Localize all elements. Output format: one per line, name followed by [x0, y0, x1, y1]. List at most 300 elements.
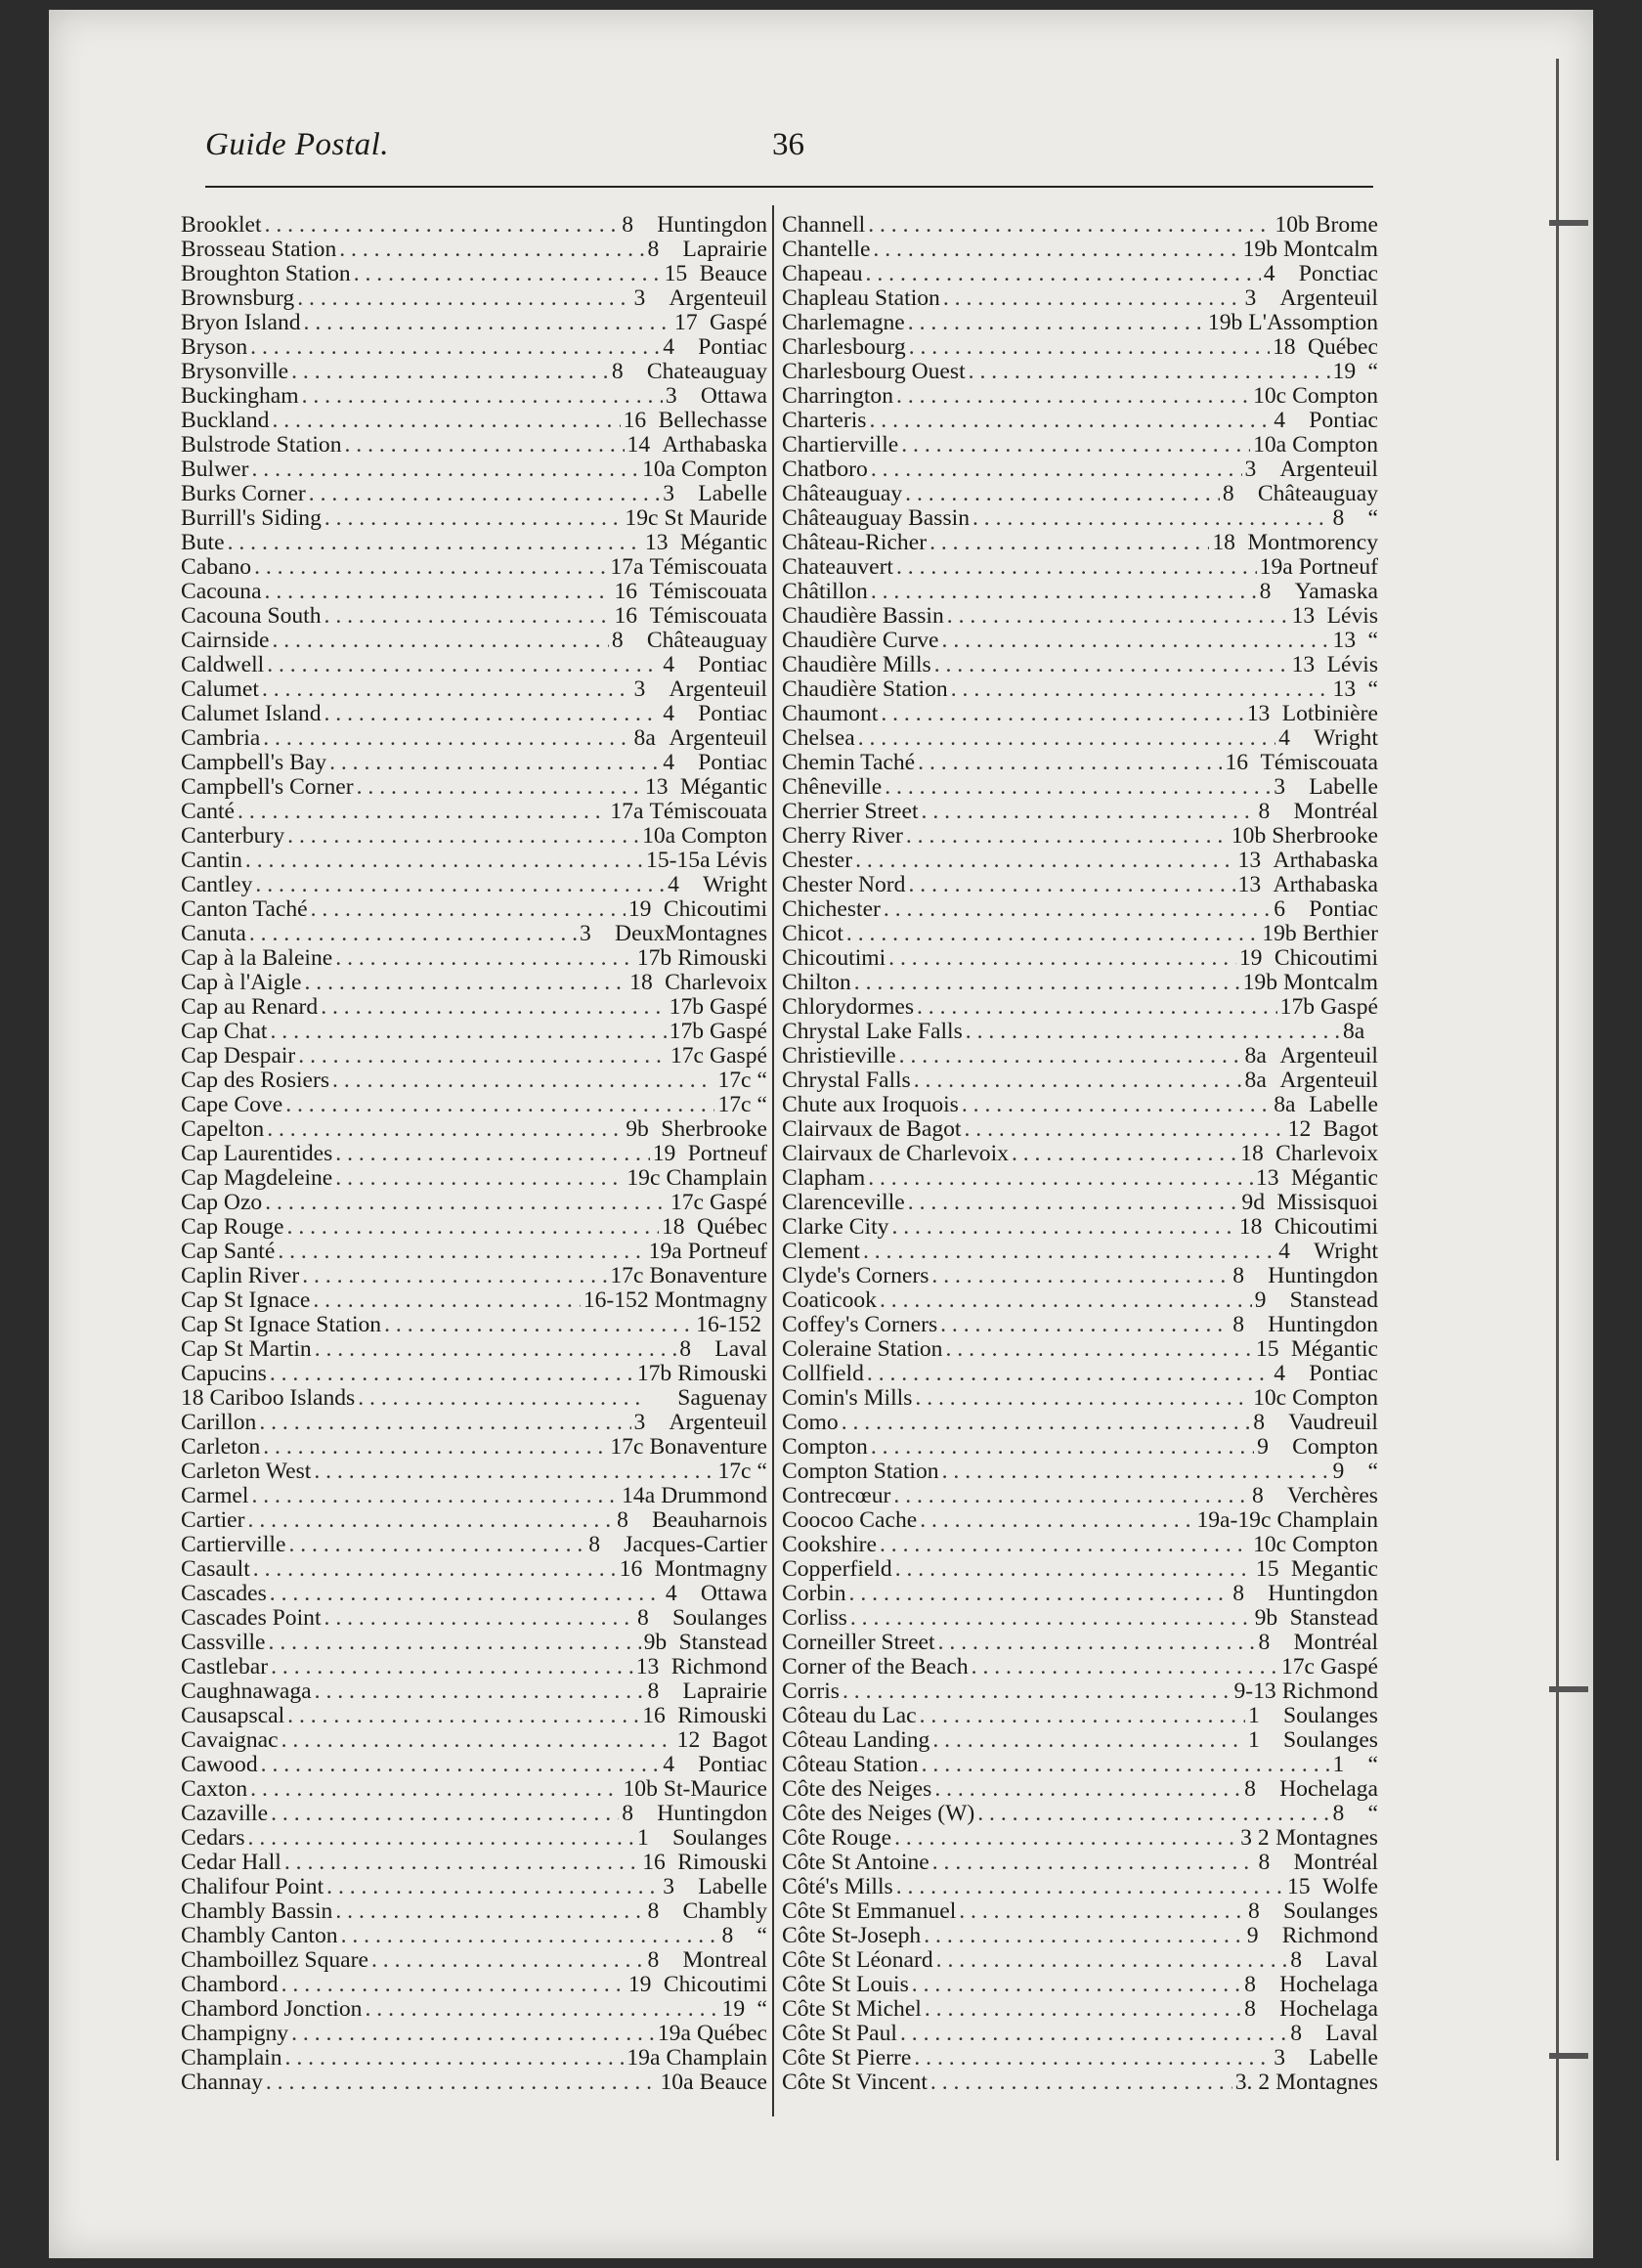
dot-leader	[938, 1631, 1256, 1655]
dot-leader	[896, 555, 1257, 580]
place-name: Canterbury	[181, 823, 285, 849]
place-name: Corliss	[782, 1605, 847, 1631]
district-code: 10c	[1253, 383, 1287, 409]
dot-leader	[269, 1631, 641, 1655]
place-name: Charlesbourg	[782, 334, 906, 360]
post-office-entry	[782, 1508, 1378, 1533]
county-name: Gaspé	[710, 994, 767, 1020]
county-name: Montmorency	[1247, 530, 1378, 555]
post-office-entry	[782, 1362, 1378, 1386]
county-name: Soulanges	[672, 1825, 767, 1851]
post-office-entry	[181, 1679, 767, 1704]
place-name: Château-Richer	[782, 530, 928, 555]
district-code: 13	[1255, 1165, 1279, 1191]
dot-leader	[315, 1679, 645, 1704]
place-name: Caplin River	[181, 1263, 300, 1288]
dot-leader	[287, 824, 639, 849]
place-name: Côte St Léonard	[782, 1947, 933, 1973]
place-name: Cap Despair	[181, 1043, 296, 1069]
post-office-entry	[782, 1044, 1378, 1069]
place-name: Cartier	[181, 1507, 245, 1533]
post-office-entry	[181, 1655, 767, 1679]
dot-leader	[962, 1093, 1271, 1117]
county-name: Chicoutimi	[663, 1972, 767, 1997]
dot-leader	[959, 1899, 1245, 1924]
post-office-entry	[181, 1411, 767, 1435]
post-office-entry	[782, 1484, 1378, 1508]
post-office-entry	[782, 1093, 1378, 1117]
district-code: 16	[614, 579, 638, 604]
place-name: Broughton Station	[181, 261, 351, 286]
place-name: Cacouna South	[181, 603, 322, 629]
post-office-entry	[181, 1557, 767, 1582]
county-name: Gaspé	[1320, 1654, 1378, 1679]
county-name: Ottawa	[700, 383, 767, 409]
place-name: Buckingham	[181, 383, 299, 409]
county-name: Pontiac	[698, 701, 767, 726]
binding-clip-bottom	[1549, 2053, 1588, 2059]
place-name: Cap St Martin	[181, 1336, 312, 1362]
district-code: 4	[1278, 725, 1290, 751]
district-code: 1	[637, 1825, 649, 1851]
county-name: Argenteuil	[1279, 1068, 1378, 1093]
post-office-entry	[181, 1288, 767, 1313]
post-office-entry	[782, 482, 1378, 506]
district-code: 4	[663, 334, 675, 360]
county-name: Compton	[1292, 432, 1378, 458]
district-code: 10a	[660, 2070, 694, 2095]
place-name: Corneiller Street	[782, 1630, 935, 1655]
place-name: Christieville	[782, 1043, 896, 1069]
county-name: Montreal	[682, 1947, 767, 1973]
post-office-entry	[181, 922, 767, 946]
district-code: 3	[633, 676, 646, 702]
county-name: Portneuf	[1298, 554, 1378, 580]
dot-leader	[329, 751, 660, 775]
county-name: Montmagny	[654, 1556, 767, 1582]
place-name: Bute	[181, 530, 225, 555]
dot-leader	[869, 409, 1271, 433]
post-office-entry	[782, 1753, 1378, 1777]
dot-leader	[324, 702, 661, 726]
county-name: Ottawa	[700, 1581, 767, 1606]
dot-leader	[943, 286, 1242, 311]
county-name: St Mauride	[664, 505, 767, 531]
county-name: Laprairie	[682, 237, 767, 262]
dot-leader	[871, 458, 1242, 482]
district-code: 8	[647, 1947, 660, 1973]
place-name: Calumet	[181, 676, 259, 702]
place-name: Chambly Bassin	[181, 1898, 333, 1924]
place-name: Chapeau	[782, 261, 863, 286]
county-name: “	[756, 1459, 767, 1484]
place-name: Côte St Louis	[782, 1972, 909, 1997]
dot-leader	[278, 1240, 645, 1264]
dot-leader	[287, 1215, 659, 1240]
district-code: 8a	[1244, 1068, 1267, 1093]
district-code: 3	[1274, 774, 1286, 800]
place-name: Burks Corner	[181, 481, 306, 506]
post-office-entry	[782, 1288, 1378, 1313]
district-code: 19b	[1207, 310, 1243, 335]
place-name: Cawood	[181, 1752, 258, 1777]
district-code: 12	[676, 1727, 701, 1753]
post-office-entry	[181, 1777, 767, 1802]
post-office-entry	[181, 311, 767, 335]
district-code: 3. 2	[1234, 2070, 1271, 2095]
county-name: Chambly	[682, 1898, 767, 1924]
post-office-entry	[181, 2071, 767, 2095]
place-name: Chaudière Station	[782, 676, 948, 702]
post-office-entry	[782, 1802, 1378, 1826]
county-name: Huntingdon	[657, 1801, 767, 1826]
district-code: 8	[1244, 1996, 1256, 2022]
place-name: Chalifour Point	[181, 1874, 324, 1899]
dot-leader	[895, 1557, 1253, 1582]
place-name: Brosseau Station	[181, 237, 337, 262]
place-name: Chilton	[782, 970, 851, 995]
post-office-entry	[181, 1313, 767, 1337]
dot-leader	[900, 2022, 1287, 2046]
county-name: Richmond	[1281, 1679, 1378, 1704]
district-code: 18	[1272, 334, 1296, 360]
post-office-entry	[181, 458, 767, 482]
place-name: Causapscal	[181, 1703, 285, 1728]
dot-leader	[228, 531, 642, 555]
county-name: Témiscouata	[1260, 750, 1378, 775]
place-name: 18 Cariboo Islands	[181, 1385, 356, 1411]
district-code: 13	[635, 1654, 660, 1679]
county-name: Gaspé	[710, 1190, 767, 1215]
place-name: Cascades	[181, 1581, 267, 1606]
county-name: Compton	[681, 823, 767, 849]
dot-leader	[920, 1508, 1193, 1533]
dot-leader	[934, 653, 1289, 677]
place-name: Collfield	[782, 1361, 864, 1386]
post-office-entry	[782, 824, 1378, 849]
header-rule	[205, 186, 1373, 188]
place-name: Cabano	[181, 554, 252, 580]
dot-leader	[868, 1166, 1253, 1191]
dot-leader	[272, 629, 608, 653]
dot-leader	[371, 1948, 645, 1973]
district-code: 19a	[648, 1239, 682, 1264]
post-office-entry	[181, 702, 767, 726]
post-office-entry	[782, 311, 1378, 335]
column-divider	[772, 205, 774, 2116]
post-office-entry	[782, 1557, 1378, 1582]
dot-leader	[867, 1362, 1271, 1386]
post-office-entry	[782, 702, 1378, 726]
dot-leader	[281, 1973, 626, 1997]
dot-leader	[936, 1948, 1288, 1973]
district-code: 17c	[717, 1092, 752, 1117]
post-office-entry	[181, 726, 767, 751]
district-code: 6	[1274, 896, 1286, 922]
post-office-entry	[782, 1631, 1378, 1655]
county-name: Portneuf	[687, 1239, 767, 1264]
county-name: Soulanges	[1283, 1727, 1378, 1753]
county-name: “	[1367, 1752, 1378, 1777]
dot-leader	[884, 897, 1271, 922]
place-name: Charteris	[782, 408, 867, 433]
district-code: 9b	[626, 1116, 649, 1142]
county-name: Sherbrooke	[661, 1116, 767, 1142]
dot-leader	[863, 1240, 1275, 1264]
post-office-entry	[181, 1704, 767, 1728]
district-code: 4	[663, 750, 675, 775]
dot-leader	[297, 286, 630, 311]
place-name: Chêneville	[782, 774, 883, 800]
post-office-entry	[782, 1411, 1378, 1435]
county-name: Québec	[1307, 334, 1378, 360]
district-code: 18	[1212, 530, 1235, 555]
county-name: Labelle	[1309, 1092, 1378, 1117]
place-name: Carleton West	[181, 1459, 312, 1484]
post-office-entry	[181, 1240, 767, 1264]
county-name: Champlain	[1276, 1507, 1378, 1533]
post-office-entry	[181, 1508, 767, 1533]
post-office-entry	[782, 1460, 1378, 1484]
dot-leader	[298, 1044, 668, 1069]
place-name: Côteau Station	[782, 1752, 919, 1777]
district-code: 10a	[642, 457, 676, 482]
dot-leader	[384, 1313, 693, 1337]
county-name: Soulanges	[672, 1605, 767, 1631]
county-name: Pontiac	[698, 750, 767, 775]
place-name: Cap des Rosiers	[181, 1068, 330, 1093]
district-code: 17b	[636, 945, 672, 971]
county-name: Mégantic	[1290, 1336, 1378, 1362]
post-office-entry	[181, 1362, 767, 1386]
county-name: Québec	[696, 1214, 767, 1240]
county-name: Beauce	[699, 261, 767, 286]
county-name: Labelle	[698, 1874, 767, 1899]
place-name: Compton Station	[782, 1459, 939, 1484]
dot-leader	[287, 1704, 639, 1728]
county-name: Arthabaska	[1273, 848, 1378, 873]
dot-leader	[909, 335, 1270, 360]
dot-leader	[339, 238, 644, 262]
post-office-entry	[782, 800, 1378, 824]
county-name: Compton	[1292, 383, 1378, 409]
district-code: 8a	[1244, 1043, 1267, 1069]
post-office-entry	[782, 1899, 1378, 1924]
post-office-entry	[181, 1533, 767, 1557]
district-code: 8	[1232, 1263, 1245, 1288]
dot-leader	[930, 2071, 1232, 2095]
district-code: 10a	[642, 823, 676, 849]
dot-leader	[922, 1753, 1330, 1777]
county-name: Ponctiac	[1298, 261, 1378, 286]
post-office-entry	[181, 409, 767, 433]
place-name: Côte St Emmanuel	[782, 1898, 957, 1924]
dot-leader	[250, 1777, 620, 1802]
district-code: 17c	[1280, 1654, 1316, 1679]
county-name: Argenteuil	[669, 676, 767, 702]
county-name: Soulanges	[1283, 1898, 1378, 1924]
dot-leader	[871, 580, 1257, 604]
district-code: 19c	[627, 1165, 661, 1191]
district-code: 16	[619, 1556, 643, 1582]
post-office-entry	[782, 1655, 1378, 1679]
county-name: Stanstead	[1289, 1605, 1378, 1631]
post-office-entry	[181, 580, 767, 604]
post-office-entry	[181, 677, 767, 702]
dot-leader	[267, 1117, 623, 1142]
dot-leader	[314, 1460, 714, 1484]
dot-leader	[934, 1777, 1241, 1802]
county-name: Huntingdon	[1268, 1581, 1378, 1606]
post-office-entry	[782, 555, 1378, 580]
district-code: 8	[1259, 579, 1272, 604]
post-office-entry	[181, 1117, 767, 1142]
district-code: 19a	[657, 2021, 691, 2046]
post-office-entry	[782, 1264, 1378, 1288]
dot-leader	[940, 1313, 1230, 1337]
district-code: 8	[1222, 481, 1234, 506]
district-code: 8	[611, 628, 624, 653]
post-office-entry	[782, 360, 1378, 384]
district-code: 8	[1244, 1776, 1256, 1802]
place-name: Cap à l'Aigle	[181, 970, 302, 995]
dot-leader	[942, 629, 1330, 653]
place-name: Chaudière Mills	[782, 652, 931, 677]
county-name: Compton	[1292, 1385, 1378, 1411]
dot-leader	[288, 1533, 585, 1557]
dot-leader	[253, 1557, 617, 1582]
district-code: 3	[633, 285, 646, 311]
post-office-entry	[782, 238, 1378, 262]
place-name: Coaticook	[782, 1287, 877, 1313]
county-name: Arthabaska	[1273, 872, 1378, 897]
dot-leader	[261, 1753, 661, 1777]
dot-leader	[891, 1215, 1235, 1240]
district-code: 14a	[622, 1483, 656, 1508]
county-name: Stanstead	[678, 1630, 767, 1655]
district-code: 8	[1290, 2021, 1303, 2046]
dot-leader	[905, 482, 1220, 506]
county-name: Megantic	[1290, 1556, 1378, 1582]
county-name: Gaspé	[710, 310, 767, 335]
place-name: Como	[782, 1410, 839, 1435]
district-code: 17c	[717, 1459, 752, 1484]
district-code: 13	[1291, 603, 1316, 629]
post-office-entry	[181, 995, 767, 1020]
dot-leader	[914, 1069, 1242, 1093]
place-name: Chute aux Iroquois	[782, 1092, 959, 1117]
district-code: 19b	[1242, 970, 1278, 995]
running-title: Guide Postal.	[205, 127, 389, 162]
post-office-entry	[782, 1215, 1378, 1240]
post-office-entry	[782, 677, 1378, 702]
dot-leader	[951, 677, 1330, 702]
post-office-entry	[782, 1728, 1378, 1753]
post-office-entry	[782, 1606, 1378, 1631]
district-code: 9	[1246, 1923, 1259, 1948]
county-name: Argenteuil	[1279, 285, 1378, 311]
district-code: 3	[580, 921, 591, 946]
dot-leader	[271, 1802, 619, 1826]
dot-leader	[942, 1460, 1330, 1484]
dot-leader	[291, 360, 609, 384]
place-name: Côte Rouge	[782, 1825, 892, 1851]
county-name: L'Assomption	[1248, 310, 1378, 335]
district-code: 15	[1255, 1336, 1279, 1362]
county-name: Bagot	[1322, 1116, 1378, 1142]
district-code: 8	[1258, 1630, 1271, 1655]
dot-leader	[238, 800, 607, 824]
post-office-entry	[782, 262, 1378, 286]
place-name: Chicoutimi	[782, 945, 886, 971]
dot-leader	[896, 384, 1250, 409]
county-name: “	[756, 1092, 767, 1117]
place-name: Cap Ozo	[181, 1190, 263, 1215]
place-name: Cedar Hall	[181, 1850, 281, 1875]
county-name: Laval	[1325, 1947, 1378, 1973]
county-name: Québec	[696, 2021, 767, 2046]
post-office-entry	[782, 1875, 1378, 1899]
post-office-entry	[181, 213, 767, 238]
district-code: 19c	[625, 505, 659, 531]
district-code: 8	[611, 359, 624, 384]
dot-leader	[966, 1020, 1340, 1044]
county-name: Rimouski	[677, 945, 767, 971]
county-name: Labelle	[1309, 2045, 1378, 2071]
county-name: Arthabaska	[662, 432, 767, 458]
dot-leader	[901, 433, 1250, 458]
dot-leader	[850, 1606, 1252, 1631]
county-name: Laval	[714, 1336, 767, 1362]
post-office-entry	[782, 1142, 1378, 1166]
post-office-entry	[181, 262, 767, 286]
left-column-list	[181, 213, 767, 2095]
post-office-entry	[782, 971, 1378, 995]
district-code: 19a	[1259, 554, 1293, 580]
county-name: Montcalm	[1283, 237, 1378, 262]
place-name: Clyde's Corners	[782, 1263, 929, 1288]
post-office-entry	[782, 629, 1378, 653]
dot-leader	[365, 1997, 718, 2022]
dot-leader	[281, 1728, 674, 1753]
place-name: Cap Rouge	[181, 1214, 284, 1240]
place-name: Côteau Landing	[782, 1727, 930, 1753]
dot-leader	[245, 849, 643, 873]
district-code: 18	[1240, 1141, 1264, 1166]
county-name: Chicoutimi	[1274, 1214, 1378, 1240]
place-name: Cantin	[181, 848, 242, 873]
dot-leader	[311, 897, 626, 922]
county-name: Yamaska	[1294, 579, 1378, 604]
post-office-entry	[782, 1166, 1378, 1191]
county-name: Vaudreuil	[1288, 1410, 1378, 1435]
post-office-entry	[181, 1875, 767, 1899]
district-code: 4	[663, 652, 675, 677]
dot-leader	[265, 580, 612, 604]
post-office-entry	[181, 1484, 767, 1508]
district-code: 4	[663, 1752, 675, 1777]
place-name: Chantelle	[782, 237, 871, 262]
place-name: Cacouna	[181, 579, 262, 604]
post-office-entry	[782, 604, 1378, 629]
dot-leader	[915, 1386, 1250, 1411]
binding-clip-top	[1549, 220, 1588, 226]
place-name: Canton Taché	[181, 896, 308, 922]
post-office-entry	[782, 775, 1378, 800]
county-name: Wright	[1314, 1239, 1378, 1264]
district-code: 10c	[1253, 1532, 1287, 1557]
dot-leader	[285, 1093, 714, 1117]
